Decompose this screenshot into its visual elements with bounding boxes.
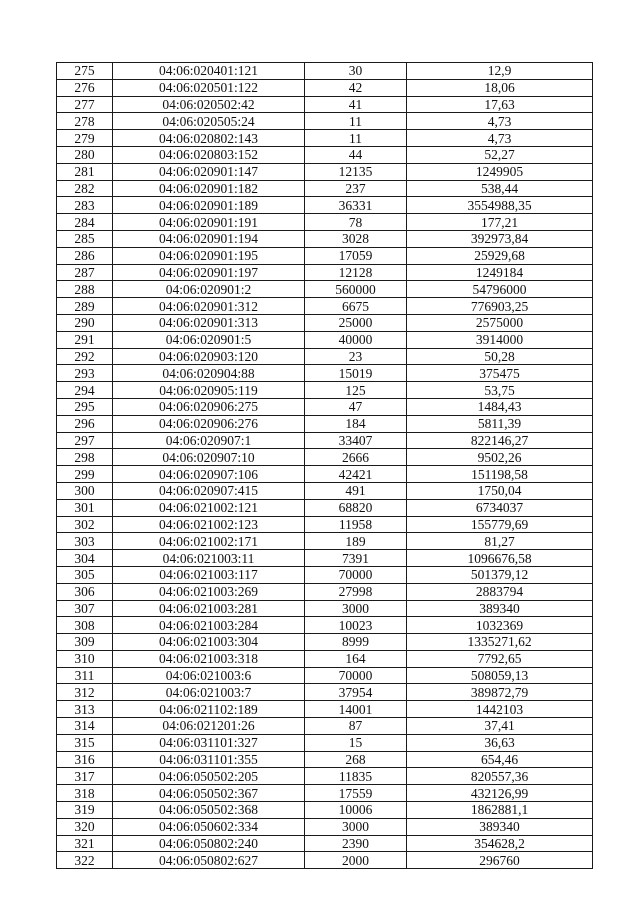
table-row [57,180,593,197]
table-row [57,214,593,231]
row-number-cell: 295 [57,398,113,415]
cadastral-number-cell: 04:06:050502:367 [113,785,305,802]
cadastral-number-cell: 04:06:031101:355 [113,751,305,768]
table-row [57,768,593,785]
row-number-cell: 299 [57,466,113,483]
value-cell: 3554988,35 [407,197,593,214]
area-cell: 12135 [305,163,407,180]
value-cell: 389872,79 [407,684,593,701]
cadastral-number-cell: 04:06:050802:627 [113,852,305,869]
area-cell: 184 [305,415,407,432]
row-number-cell: 277 [57,96,113,113]
area-cell: 11958 [305,516,407,533]
row-number-cell: 318 [57,785,113,802]
area-cell: 27998 [305,583,407,600]
value-cell: 81,27 [407,533,593,550]
cadastral-number-cell: 04:06:021003:117 [113,566,305,583]
area-cell: 47 [305,398,407,415]
table-row [57,818,593,835]
cadastral-number-cell: 04:06:020502:42 [113,96,305,113]
row-number-cell: 294 [57,382,113,399]
cadastral-number-cell: 04:06:020901:197 [113,264,305,281]
row-number-cell: 311 [57,667,113,684]
area-cell: 36331 [305,197,407,214]
value-cell: 296760 [407,852,593,869]
table-row [57,382,593,399]
value-cell: 155779,69 [407,516,593,533]
value-cell: 4,73 [407,113,593,130]
area-cell: 164 [305,650,407,667]
table-row [57,600,593,617]
value-cell: 37,41 [407,718,593,735]
cadastral-number-cell: 04:06:020903:120 [113,348,305,365]
row-number-cell: 287 [57,264,113,281]
value-cell: 389340 [407,818,593,835]
row-number-cell: 315 [57,734,113,751]
row-number-cell: 308 [57,617,113,634]
cadastral-number-cell: 04:06:021003:284 [113,617,305,634]
area-cell: 560000 [305,281,407,298]
area-cell: 2000 [305,852,407,869]
table-row [57,298,593,315]
area-cell: 40000 [305,331,407,348]
area-cell: 78 [305,214,407,231]
row-number-cell: 293 [57,365,113,382]
row-number-cell: 279 [57,130,113,147]
table-row [57,281,593,298]
row-number-cell: 284 [57,214,113,231]
table-row [57,79,593,96]
cadastral-number-cell: 04:06:050502:205 [113,768,305,785]
area-cell: 70000 [305,667,407,684]
table-row [57,785,593,802]
area-cell: 30 [305,63,407,80]
table-row [57,314,593,331]
area-cell: 8999 [305,634,407,651]
area-cell: 42421 [305,466,407,483]
value-cell: 4,73 [407,130,593,147]
table-row [57,96,593,113]
value-cell: 9502,26 [407,449,593,466]
table-row [57,449,593,466]
area-cell: 23 [305,348,407,365]
table-row [57,331,593,348]
cadastral-number-cell: 04:06:050802:240 [113,835,305,852]
area-cell: 3028 [305,230,407,247]
table-row [57,667,593,684]
table-row [57,650,593,667]
value-cell: 52,27 [407,146,593,163]
cadastral-number-cell: 04:06:020505:24 [113,113,305,130]
row-number-cell: 281 [57,163,113,180]
value-cell: 1335271,62 [407,634,593,651]
table-row [57,701,593,718]
table-row [57,348,593,365]
table-row [57,365,593,382]
value-cell: 177,21 [407,214,593,231]
cadastral-number-cell: 04:06:021003:7 [113,684,305,701]
value-cell: 822146,27 [407,432,593,449]
row-number-cell: 297 [57,432,113,449]
table-row [57,734,593,751]
value-cell: 18,06 [407,79,593,96]
area-cell: 10023 [305,617,407,634]
area-cell: 41 [305,96,407,113]
value-cell: 2575000 [407,314,593,331]
value-cell: 432126,99 [407,785,593,802]
row-number-cell: 320 [57,818,113,835]
area-cell: 3000 [305,818,407,835]
value-cell: 820557,36 [407,768,593,785]
cadastral-number-cell: 04:06:021002:171 [113,533,305,550]
table-row [57,432,593,449]
value-cell: 389340 [407,600,593,617]
value-cell: 50,28 [407,348,593,365]
cadastral-number-cell: 04:06:020501:122 [113,79,305,96]
table-row [57,852,593,869]
table-row [57,533,593,550]
row-number-cell: 317 [57,768,113,785]
cadastral-number-cell: 04:06:050602:334 [113,818,305,835]
value-cell: 1249184 [407,264,593,281]
cadastral-number-cell: 04:06:020802:143 [113,130,305,147]
value-cell: 1442103 [407,701,593,718]
area-cell: 7391 [305,550,407,567]
table-row [57,247,593,264]
row-number-cell: 301 [57,499,113,516]
value-cell: 1862881,1 [407,802,593,819]
table-row [57,482,593,499]
row-number-cell: 280 [57,146,113,163]
row-number-cell: 288 [57,281,113,298]
value-cell: 508059,13 [407,667,593,684]
row-number-cell: 283 [57,197,113,214]
cadastral-number-cell: 04:06:020906:276 [113,415,305,432]
value-cell: 538,44 [407,180,593,197]
value-cell: 5811,39 [407,415,593,432]
cadastral-number-cell: 04:06:021003:318 [113,650,305,667]
value-cell: 776903,25 [407,298,593,315]
value-cell: 1032369 [407,617,593,634]
area-cell: 491 [305,482,407,499]
row-number-cell: 300 [57,482,113,499]
row-number-cell: 319 [57,802,113,819]
table-row [57,634,593,651]
area-cell: 17059 [305,247,407,264]
area-cell: 2666 [305,449,407,466]
cadastral-number-cell: 04:06:020901:191 [113,214,305,231]
cadastral-number-cell: 04:06:021201:26 [113,718,305,735]
area-cell: 25000 [305,314,407,331]
area-cell: 12128 [305,264,407,281]
area-cell: 15 [305,734,407,751]
area-cell: 237 [305,180,407,197]
row-number-cell: 316 [57,751,113,768]
cadastral-number-cell: 04:06:020901:147 [113,163,305,180]
cadastral-number-cell: 04:06:021002:123 [113,516,305,533]
value-cell: 501379,12 [407,566,593,583]
table-row [57,802,593,819]
area-cell: 11835 [305,768,407,785]
table-row [57,566,593,583]
row-number-cell: 292 [57,348,113,365]
table-row [57,197,593,214]
cadastral-number-cell: 04:06:020907:1 [113,432,305,449]
value-cell: 375475 [407,365,593,382]
row-number-cell: 285 [57,230,113,247]
value-cell: 6734037 [407,499,593,516]
table-row [57,499,593,516]
cadastral-number-cell: 04:06:020401:121 [113,63,305,80]
table-row [57,684,593,701]
cadastral-number-cell: 04:06:020907:106 [113,466,305,483]
row-number-cell: 276 [57,79,113,96]
cadastral-number-cell: 04:06:021003:304 [113,634,305,651]
row-number-cell: 321 [57,835,113,852]
area-cell: 68820 [305,499,407,516]
row-number-cell: 298 [57,449,113,466]
cadastral-number-cell: 04:06:021003:269 [113,583,305,600]
table-row [57,113,593,130]
table-row [57,230,593,247]
area-cell: 37954 [305,684,407,701]
cadastral-number-cell: 04:06:021003:11 [113,550,305,567]
table-row [57,264,593,281]
area-cell: 189 [305,533,407,550]
table-body [57,63,593,869]
value-cell: 1750,04 [407,482,593,499]
area-cell: 125 [305,382,407,399]
cadastral-number-cell: 04:06:020907:10 [113,449,305,466]
cadastral-number-cell: 04:06:020907:415 [113,482,305,499]
table-row [57,516,593,533]
table-row [57,617,593,634]
row-number-cell: 291 [57,331,113,348]
table-row [57,415,593,432]
area-cell: 6675 [305,298,407,315]
row-number-cell: 309 [57,634,113,651]
row-number-cell: 302 [57,516,113,533]
row-number-cell: 306 [57,583,113,600]
table-row [57,398,593,415]
area-cell: 44 [305,146,407,163]
area-cell: 15019 [305,365,407,382]
row-number-cell: 296 [57,415,113,432]
cadastral-number-cell: 04:06:020905:119 [113,382,305,399]
area-cell: 3000 [305,600,407,617]
area-cell: 17559 [305,785,407,802]
cadastral-number-cell: 04:06:021102:189 [113,701,305,718]
table-row [57,63,593,80]
table-row [57,466,593,483]
area-cell: 42 [305,79,407,96]
area-cell: 14001 [305,701,407,718]
cadastral-number-cell: 04:06:021002:121 [113,499,305,516]
table-row [57,583,593,600]
value-cell: 151198,58 [407,466,593,483]
table-row [57,146,593,163]
cadastral-number-cell: 04:06:020901:182 [113,180,305,197]
cadastral-number-cell: 04:06:031101:327 [113,734,305,751]
table-row [57,835,593,852]
cadastral-number-cell: 04:06:020901:313 [113,314,305,331]
value-cell: 36,63 [407,734,593,751]
cadastral-number-cell: 04:06:050502:368 [113,802,305,819]
row-number-cell: 275 [57,63,113,80]
row-number-cell: 282 [57,180,113,197]
value-cell: 654,46 [407,751,593,768]
row-number-cell: 314 [57,718,113,735]
row-number-cell: 304 [57,550,113,567]
table-row [57,751,593,768]
cadastral-number-cell: 04:06:020901:5 [113,331,305,348]
table-row [57,718,593,735]
value-cell: 1096676,58 [407,550,593,567]
cadastral-number-cell: 04:06:020901:194 [113,230,305,247]
row-number-cell: 310 [57,650,113,667]
row-number-cell: 278 [57,113,113,130]
area-cell: 10006 [305,802,407,819]
table-row [57,163,593,180]
row-number-cell: 290 [57,314,113,331]
area-cell: 87 [305,718,407,735]
row-number-cell: 313 [57,701,113,718]
area-cell: 11 [305,130,407,147]
row-number-cell: 289 [57,298,113,315]
row-number-cell: 312 [57,684,113,701]
row-number-cell: 303 [57,533,113,550]
row-number-cell: 305 [57,566,113,583]
row-number-cell: 322 [57,852,113,869]
value-cell: 3914000 [407,331,593,348]
value-cell: 7792,65 [407,650,593,667]
value-cell: 25929,68 [407,247,593,264]
area-cell: 11 [305,113,407,130]
cadastral-number-cell: 04:06:020901:312 [113,298,305,315]
value-cell: 54796000 [407,281,593,298]
area-cell: 268 [305,751,407,768]
value-cell: 17,63 [407,96,593,113]
cadastral-number-cell: 04:06:020803:152 [113,146,305,163]
cadastral-number-cell: 04:06:020906:275 [113,398,305,415]
value-cell: 354628,2 [407,835,593,852]
value-cell: 53,75 [407,382,593,399]
cadastral-number-cell: 04:06:020904:88 [113,365,305,382]
area-cell: 70000 [305,566,407,583]
cadastral-number-cell: 04:06:021003:6 [113,667,305,684]
area-cell: 33407 [305,432,407,449]
value-cell: 1484,43 [407,398,593,415]
value-cell: 2883794 [407,583,593,600]
cadastral-number-cell: 04:06:020901:2 [113,281,305,298]
row-number-cell: 307 [57,600,113,617]
area-cell: 2390 [305,835,407,852]
cadastral-number-cell: 04:06:020901:195 [113,247,305,264]
cadastral-table [56,62,593,869]
cadastral-number-cell: 04:06:020901:189 [113,197,305,214]
value-cell: 12,9 [407,63,593,80]
table-row [57,130,593,147]
cadastral-number-cell: 04:06:021003:281 [113,600,305,617]
row-number-cell: 286 [57,247,113,264]
value-cell: 1249905 [407,163,593,180]
table-row [57,550,593,567]
value-cell: 392973,84 [407,230,593,247]
